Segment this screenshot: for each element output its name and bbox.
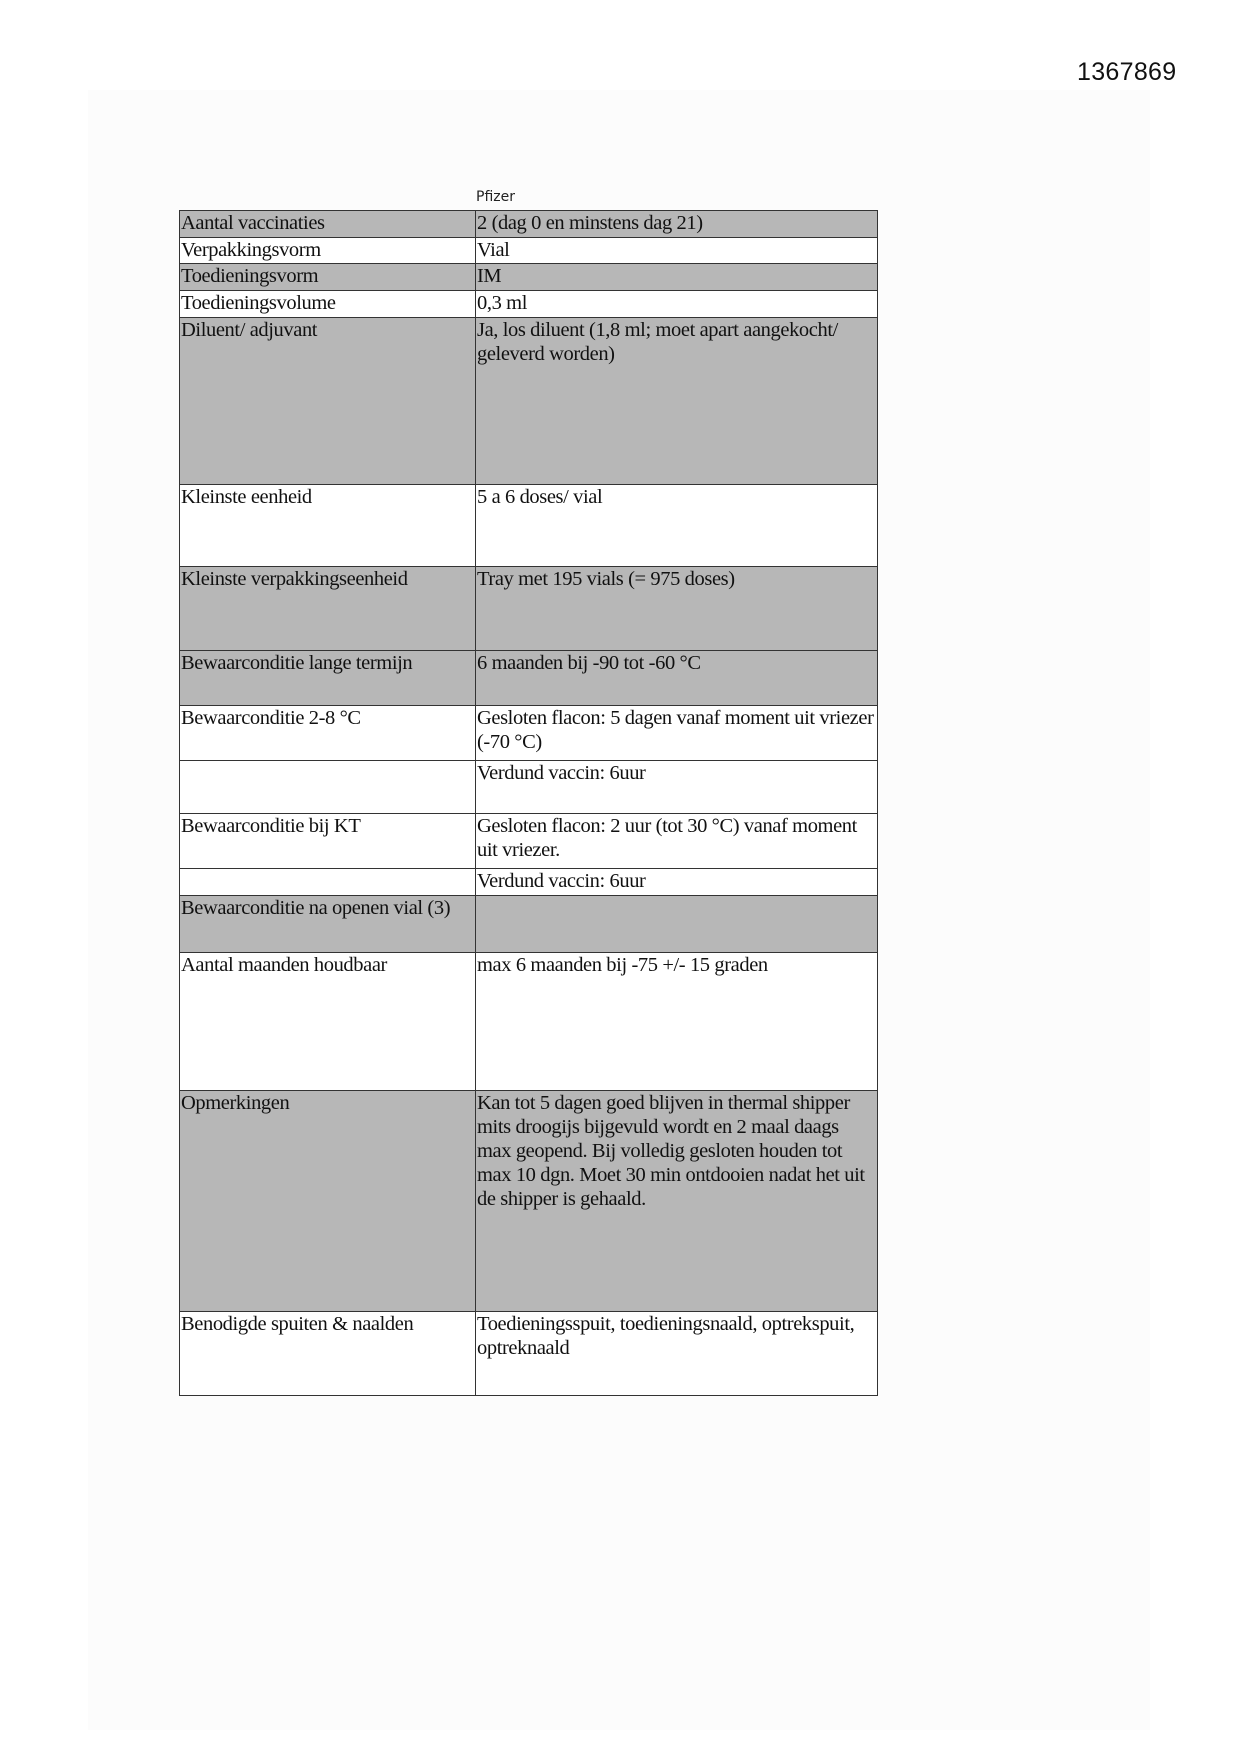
table-row — [180, 651, 878, 706]
row-label-cell — [180, 869, 476, 896]
row-value: Verdund vaccin: 6uur — [477, 762, 646, 784]
row-label-cell — [180, 1091, 476, 1312]
row-value: Kan tot 5 dagen goed blijven in thermal shipper mits droogijs bijgevuld wordt en 2 maal daags max geopend. Bij volledig gesloten houden tot max 10 dgn. Moet 30 min ontdooien nadat het uit de shipper is gehaald. — [477, 1092, 865, 1210]
row-label-cell — [180, 264, 476, 291]
table-row — [180, 238, 878, 264]
row-label-cell — [180, 567, 476, 651]
row-label: Bewaarconditie bij KT — [181, 815, 361, 837]
row-value: Gesloten flacon: 5 dagen vanaf moment uit vriezer (-70 °C) — [477, 707, 874, 753]
row-value: 5 a 6 doses/ vial — [477, 486, 603, 508]
row-value: Verdund vaccin: 6uur — [477, 870, 646, 892]
row-label-cell — [180, 238, 476, 264]
row-value-cell — [476, 291, 878, 318]
table-row — [180, 318, 878, 485]
row-value-cell — [476, 485, 878, 567]
row-value-cell — [476, 869, 878, 896]
row-value-cell — [476, 1312, 878, 1396]
vaccine-spec-table — [179, 210, 878, 1396]
row-label-cell — [180, 318, 476, 485]
row-value: Gesloten flacon: 2 uur (tot 30 °C) vanaf moment uit vriezer. — [477, 815, 857, 861]
row-label: Opmerkingen — [181, 1092, 290, 1114]
row-label: Aantal vaccinaties — [181, 212, 325, 234]
table-row — [180, 1091, 878, 1312]
row-value: Toedieningsspuit, toedieningsnaald, optrekspuit, optreknaald — [477, 1313, 855, 1359]
row-label-cell — [180, 761, 476, 814]
table-row — [180, 291, 878, 318]
row-value-cell — [476, 238, 878, 264]
row-value-cell — [476, 953, 878, 1091]
row-label: Bewaarconditie na openen vial (3) — [181, 897, 451, 919]
row-value: IM — [477, 265, 502, 287]
row-value-cell — [476, 814, 878, 869]
table-row — [180, 485, 878, 567]
row-value-cell — [476, 211, 878, 238]
row-label: Kleinste eenheid — [181, 486, 312, 508]
table-row — [180, 761, 878, 814]
row-label: Diluent/ adjuvant — [181, 319, 318, 341]
row-label-cell — [180, 291, 476, 318]
row-label-cell — [180, 1312, 476, 1396]
row-value: 0,3 ml — [477, 292, 527, 314]
table-row — [180, 953, 878, 1091]
table-row — [180, 1312, 878, 1396]
row-label: Kleinste verpakkingseenheid — [181, 568, 408, 590]
vaccine-column-header: Pfizer — [476, 189, 515, 205]
row-value-cell — [476, 896, 878, 953]
row-value-cell — [476, 318, 878, 485]
table-row — [180, 264, 878, 291]
row-label: Toedieningsvorm — [181, 265, 319, 287]
row-value: Tray met 195 vials (= 975 doses) — [477, 568, 735, 590]
row-label: Bewaarconditie 2-8 °C — [181, 707, 361, 729]
table-row — [180, 706, 878, 761]
row-label-cell — [180, 706, 476, 761]
row-label: Bewaarconditie lange termijn — [181, 652, 413, 674]
row-value: 6 maanden bij -90 tot -60 °C — [477, 652, 701, 674]
table-row — [180, 567, 878, 651]
row-value: 2 (dag 0 en minstens dag 21) — [477, 212, 703, 234]
table-row — [180, 211, 878, 238]
row-label-cell — [180, 896, 476, 953]
row-label-cell — [180, 651, 476, 706]
row-label: Verpakkingsvorm — [181, 239, 321, 261]
row-value-cell — [476, 706, 878, 761]
row-value-cell — [476, 1091, 878, 1312]
table-row — [180, 896, 878, 953]
row-value-cell — [476, 264, 878, 291]
row-label: Aantal maanden houdbaar — [181, 954, 387, 976]
row-value: max 6 maanden bij -75 +/- 15 graden — [477, 954, 768, 976]
row-label-cell — [180, 211, 476, 238]
spec-table-body — [180, 211, 878, 1396]
table-row — [180, 869, 878, 896]
row-label-cell — [180, 485, 476, 567]
row-label-cell — [180, 814, 476, 869]
row-value: Ja, los diluent (1,8 ml; moet apart aangekocht/ geleverd worden) — [477, 319, 838, 365]
document-number: 1367869 — [1077, 58, 1177, 86]
row-value: Vial — [477, 239, 510, 261]
row-value-cell — [476, 651, 878, 706]
row-label: Toedieningsvolume — [181, 292, 336, 314]
row-label: Benodigde spuiten & naalden — [181, 1313, 414, 1335]
table-row — [180, 814, 878, 869]
row-value-cell — [476, 567, 878, 651]
row-label-cell — [180, 953, 476, 1091]
row-value-cell — [476, 761, 878, 814]
